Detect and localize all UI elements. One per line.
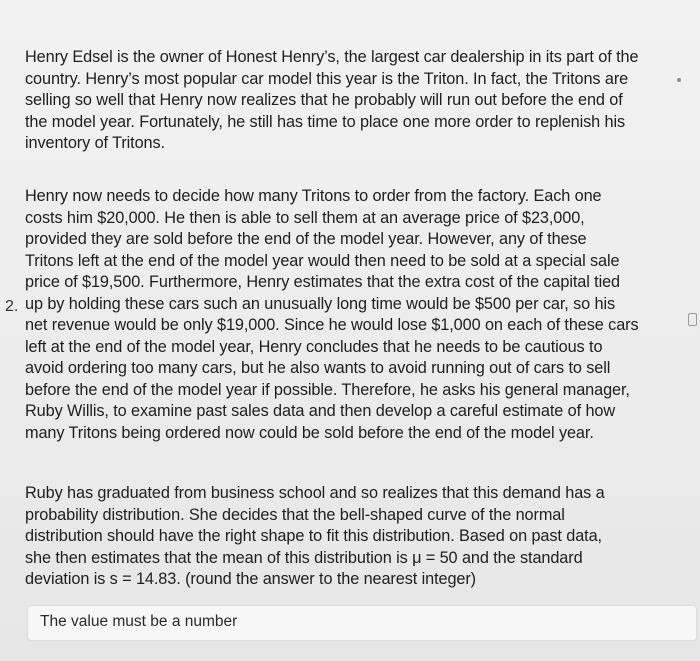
question-paragraph-details: Henry now needs to decide how many Tritons to order from the factory. Each one costs him $20,000. He then is able to sell them at an average price of $23,000, provided they are sold before the end of the model year. However, any of these Tritons left at the end of the model year would then need to be sold at a special sale price of $19,500. Furthermore, Henry estimates that the extra cost of the capital tied up by holding these cars such an unusually long time would be $500 per car, so his net revenue would be only $19,000. Since he would lose $1,000 on each of these cars left at the end of the model year, Henry concludes that he needs to be cautious to avoid ordering too many cars, but he also wants to avoid running out of cars to sell before the end of the model year if possible. Therefore, he asks his general manager, Ruby Willis, to examine past sales data and then develop a careful estimate of how many Tritons being ordered now could be sold before the end of the model year. [25,187,639,442]
question-number: 2. [5,298,19,315]
answer-input[interactable]: The value must be a number [27,605,697,641]
question-paragraph-distribution: Ruby has graduated from business school and so realizes that this demand has a probability distribution. She decides that the bell-shaped curve of the normal distribution should have the right shape to fit this distribution. Based on past data, she then estimates that the mean of this distribution is μ = 50 and the standard deviation is s = 14.83. (round the answer to the nearest integer) [25,484,605,588]
scroll-dot-icon [677,78,681,82]
bookmark-icon[interactable] [688,313,697,326]
question-paragraph-intro: Henry Edsel is the owner of Honest Henry’s, the largest car dealership in its part of the country. Henry’s most popular car model this year is the Triton. In fact, the Tritons are selling so well that Henry now realizes that he probably will run out before the end of the model year. Fortunately, he still has time to place one more order to replenish his inventory of Tritons. [25,48,639,152]
